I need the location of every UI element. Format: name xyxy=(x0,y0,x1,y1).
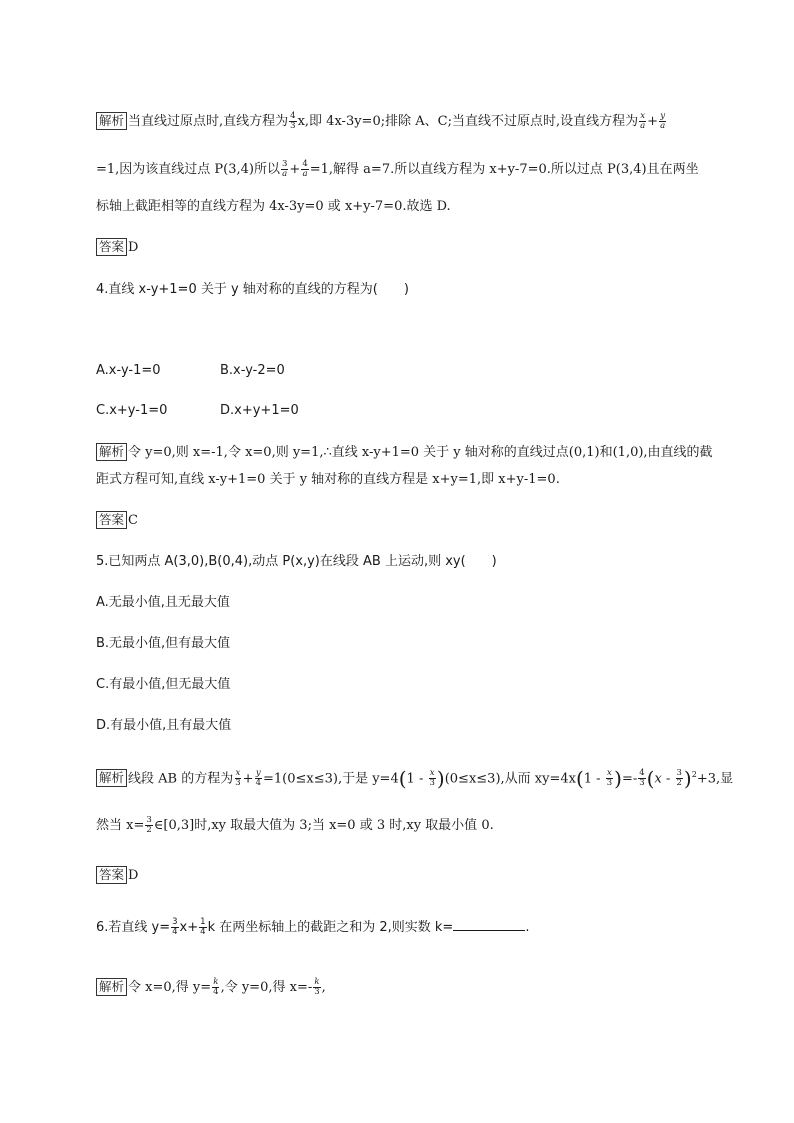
q6-analysis: 解析 令 x=0,得 y= $\frac{k}{4}$ ,令 y=0,得 x=- $\frac{k}{3}$ , xyxy=(96,978,326,997)
fraction-x-a: $\frac{x}{a}$ xyxy=(640,111,646,131)
fraction-4-a: $\frac{4}{a}$ xyxy=(302,159,308,179)
q6-stem: 6.若直线 y= $\frac{3}{4}$ x+ $\frac{1}{4}$ k 在两坐标轴上的截距之和为 2,则实数 k= . xyxy=(96,917,530,937)
q3-analysis-line-2: =1,因为该直线过点 P(3,4)所以 $\frac{3}{a}$ + $\frac{4}{a}$ =1,解得 a=7.所以直线方程为 x+y-7=0.所以过点 P(3,4)且在两坐 xyxy=(96,159,699,179)
q5-answer: 答案 D xyxy=(96,866,138,885)
analysis-label: 解析 xyxy=(96,769,127,787)
q4-option-a: A.x-y-1=0 xyxy=(96,363,161,378)
q4-analysis-line-1: 解析 令 y=0,则 x=-1,令 x=0,则 y=1,∴直线 x-y+1=0 关于 y 轴对称的直线过点(0,1)和(1,0),由直线的截 xyxy=(96,443,713,462)
analysis-label: 解析 xyxy=(96,443,127,461)
answer-blank[interactable] xyxy=(453,919,525,931)
fraction-3-a: $\frac{3}{a}$ xyxy=(282,159,288,179)
q4-option-b: B.x-y-2=0 xyxy=(220,363,285,378)
answer-label: 答案 xyxy=(96,866,127,884)
analysis-label: 解析 xyxy=(96,978,127,996)
analysis-label: 解析 xyxy=(96,112,127,130)
q4-option-d: D.x+y+1=0 xyxy=(220,403,299,418)
q5-analysis-line-2: 然当 x= $\frac{3}{2}$ ∈[0,3]时,xy 取最大值为 3;当 x=0 或 3 时,xy 取最小值 0. xyxy=(96,815,494,835)
q4-analysis-line-2: 距式方程可知,直线 x-y+1=0 关于 y 轴对称的直线方程是 x+y=1,即 x+y-1=0. xyxy=(96,472,560,487)
q5-option-c: C.有最小值,但无最大值 xyxy=(96,677,231,692)
answer-label: 答案 xyxy=(96,511,127,529)
q3-analysis-line-1: 解析 当直线过原点时,直线方程为 $\frac{4}{3}$ x,即 4x-3y=0;排除 A、C;当直线不过原点时,设直线方程为 $\frac{x}{a}$ + $\frac{y}{a}$ xyxy=(96,112,667,131)
q5-option-a: A.无最小值,且无最大值 xyxy=(96,595,230,610)
answer-label: 答案 xyxy=(96,238,127,256)
fraction-y-a: $\frac{y}{a}$ xyxy=(660,111,666,131)
q5-analysis-line-1: 解析 线段 AB 的方程为 $\frac{x}{3}$ + $\frac{y}{4}$ =1(0≤x≤3),于是 y=4(1 - $\frac{x}{3}$ )(0≤x≤3),从而 xy=4x(1 - $\frac{x}{3}$ )=- $\frac{4}{3}$ (x - $\frac{3}{2}$ )$^2$+3,显 xyxy=(96,766,733,788)
q3-analysis-line-3: 标轴上截距相等的直线方程为 4x-3y=0 或 x+y-7=0.故选 D. xyxy=(96,199,451,214)
q5-option-b: B.无最小值,但有最大值 xyxy=(96,636,231,651)
q4-option-c: C.x+y-1=0 xyxy=(96,403,168,418)
q5-option-d: D.有最小值,且有最大值 xyxy=(96,718,232,733)
fraction-4-3: $\frac{4}{3}$ xyxy=(290,111,296,131)
q5-stem: 5.已知两点 A(3,0),B(0,4),动点 P(x,y)在线段 AB 上运动,则 xy( ) xyxy=(96,554,497,569)
q4-stem: 4.直线 x-y+1=0 关于 y 轴对称的直线的方程为( ) xyxy=(96,282,409,297)
q4-answer: 答案 C xyxy=(96,511,138,530)
q3-answer: 答案 D xyxy=(96,238,138,257)
